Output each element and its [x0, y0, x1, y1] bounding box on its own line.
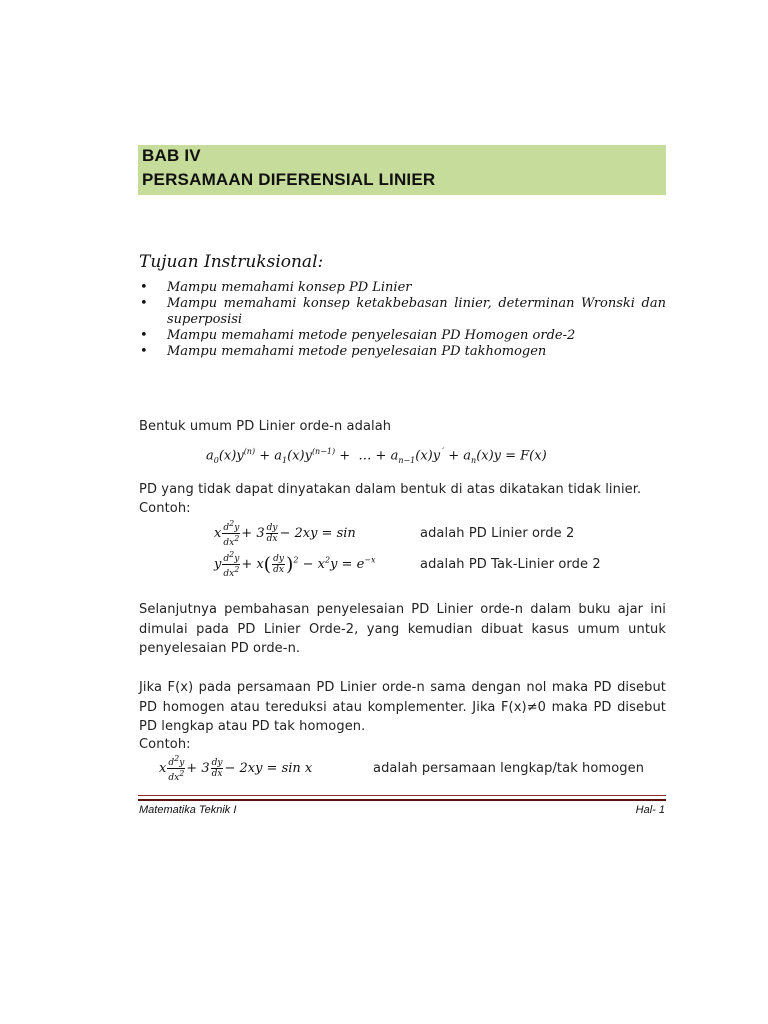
objectives-list [139, 280, 666, 360]
chapter-number: BAB IV [142, 146, 201, 165]
example-equation-2: y $\frac{d^2y}{dx^2}$ + x( $\frac{dy}{dx}$ )$^2 - x^2y = e^{-x}$ [214, 550, 376, 579]
example-description-2: adalah PD Tak-Linier orde 2 [420, 557, 601, 572]
objective-item: • Mampu memahami metode penyelesaian PD takhomogen [140, 344, 547, 359]
bullet-icon: • [140, 328, 148, 343]
objective-item: • Mampu memahami konsep ketakbebasan linier, determinan Wronski dan superposisi [140, 296, 666, 327]
bullet-icon: • [140, 344, 148, 359]
example-description-3: adalah persamaan lengkap/tak homogen [373, 761, 645, 776]
general-form-equation: $a_0(x)y^{(n)} + a_1(x)y^{(n-1)}$ + … + $a_{n-1}(x)y^´ + a_n(x)y = F(x)$ [206, 447, 547, 465]
chapter-heading-box [138, 145, 666, 195]
objectives-title: Tujuan Instruksional: [139, 252, 324, 272]
footer-course-title: Matematika Teknik I [139, 804, 237, 816]
footer-page-number: Hal- 1 [635, 804, 665, 816]
example-label: Contoh: [139, 501, 191, 516]
footer-rule [138, 795, 666, 796]
example-description-1: adalah PD Linier orde 2 [420, 526, 575, 541]
example-equation-1: x $\frac{d^2y}{dx^2}$ + 3 $\frac{dy}{dx}$ − 2xy = sin [214, 519, 356, 548]
paragraph-continuation: Selanjutnya pembahasan penyelesaian PD Linier orde-n dalam buku ajar ini dimulai pada PD Linier Orde-2, yang kemudian dibuat kasus umum untuk penyelesaian PD orde-n. [139, 602, 666, 656]
example-label-2: Contoh: [139, 737, 191, 752]
objective-item: • Mampu memahami konsep PD Linier [140, 280, 412, 295]
example-equation-3: x $\frac{d^2y}{dx^2}$ + 3 $\frac{dy}{dx}$ − 2xy = sin x [159, 754, 313, 783]
objective-item: • Mampu memahami metode penyelesaian PD Homogen orde-2 [140, 328, 576, 343]
nonlinear-note: PD yang tidak dapat dinyatakan dalam bentuk di atas dikatakan tidak linier. [139, 482, 642, 497]
general-form-intro: Bentuk umum PD Linier orde-n adalah [139, 419, 392, 434]
bullet-icon: • [140, 296, 148, 311]
chapter-title: PERSAMAAN DIFERENSIAL LINIER [142, 170, 436, 189]
paragraph-homogeneous: Jika F(x) pada persamaan PD Linier orde-n sama dengan nol maka PD disebut PD homogen atau tereduksi atau komplementer. Jika F(x)≠0 maka PD disebut PD lengkap atau PD tak homogen. [139, 680, 666, 734]
footer-rule-thick [138, 799, 666, 801]
bullet-icon: • [140, 280, 148, 295]
